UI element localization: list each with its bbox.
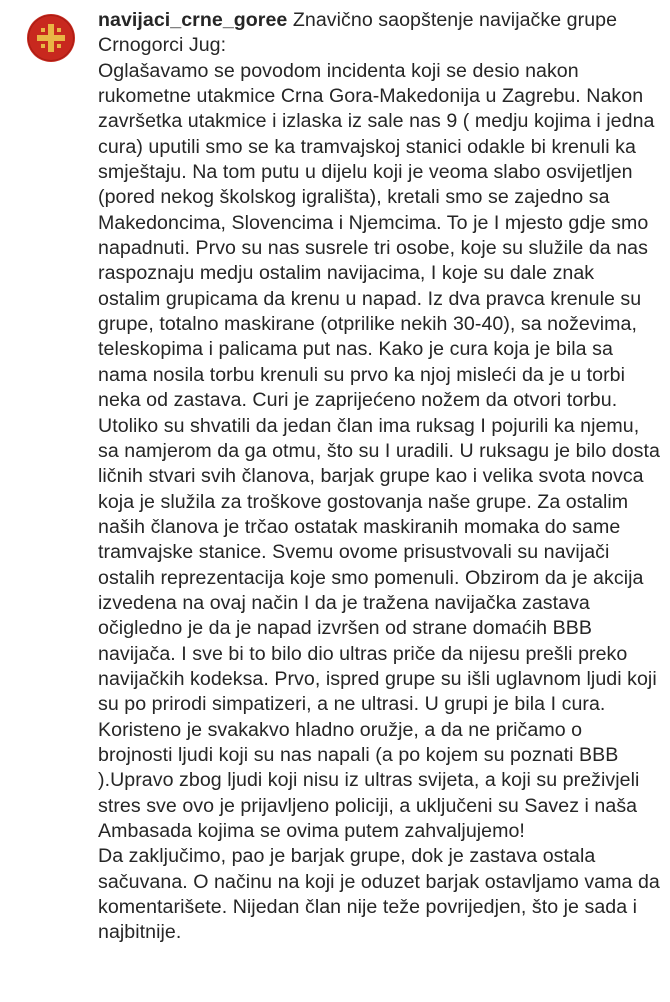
post-caption: [98, 8, 660, 946]
profile-avatar[interactable]: [27, 14, 75, 62]
cross-emblem-icon: [27, 14, 75, 62]
caption-paragraph-conclusion: Da zaključimo, pao je barjak grupe, dok je zastava ostala sačuvana. O načinu na koji je oduzet barjak ostavljamo vama da komentarišete. Nijedan član nije teže povrijedjen, što je sada i najbitnije.: [98, 845, 660, 944]
username-link[interactable]: navijaci_crne_goree: [98, 9, 288, 31]
caption-title: Znavično saopštenje navijačke grupe Crnogorci Jug:: [98, 9, 618, 57]
caption-paragraph-main: Oglašavamo se povodom incidenta koji se desio nakon rukometne utakmice Crna Gora-Makedonija u Zagrebu. Nakon završetka utakmice i izlaska iz sale nas 9 ( medju kojima i jedna cura) uputili smo se ka tramvajskoj stanici odakle bi krenuli ka smještaju. Na tom putu u dijelu koji je veoma slabo osvijetljen (pored nekog školskog igrališta), kretali smo se zajedno sa Makedoncima, Slovencima i Njemcima. To je I mjesto gdje smo napadnuti. Prvo su nas susrele tri osobe, koje su služile da nas raspoznaju medju ostalim navijacima, I koje su dale znak ostalim grupicama da krenu u napad. Iz dva pravca krenule su grupe, totalno maskirane (otprilike nekih 30-40), sa noževima, teleskopima i palicama put nas. Kako je cura koja je bila sa nama nosila torbu krenuli su prvo ka njoj misleći da je u torbi neka od zastava. Curi je zaprijećeno nožem da otvori torbu. Utoliko su shvatili da jedan član ima ruksag I pojurili ka njemu, sa namjerom da ga otmu, što su I uradili. U ruksagu je bilo dosta ličnih stvari svih članova, barjak grupe kao i velika svota novca koja je služila za troškove gostovanja naše grupe. Za ostalim naših članova je trčao ostatak maskiranih momaka do same tramvajske stanice. Svemu ovome prisustvovali su navijači ostalih reprezentacija koje smo pomenuli. Obzirom da je akcija izvedena na ovaj način I da je tražena navijačka zastava očigledno je da je napad izvršen od strane domaćih BBB navijača. I sve bi to bilo dio ultras priče da nijesu prešli preko navijačkih kodeksa. Prvo, ispred grupe su išli uglavnom ljudi koji su po prirodi simpatizeri, a ne ultrasi. U grupi je bila I cura. Koristeno je svakakvo hladno oružje, a da ne pričamo o brojnosti ljudi koji su nas napali (a po kojem su poznati BBB ).Upravo zbog ljudi koji nisu iz ultras svijeta, a koji su preživjeli stres sve ovo je prijavljeno policiji, a uključeni su Savez i naša Ambasada kojima se ovima putem zahvaljujemo!: [98, 59, 660, 842]
caption-intro: [98, 8, 660, 59]
